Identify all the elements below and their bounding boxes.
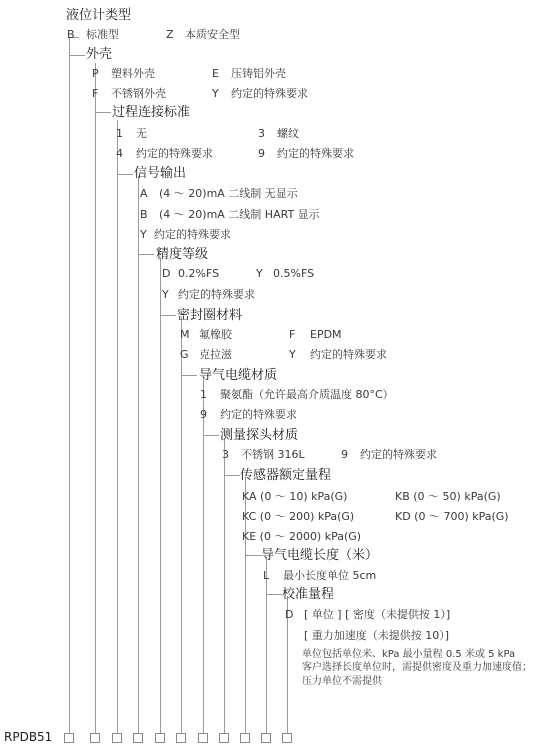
option-label: 约定的特殊要求 xyxy=(136,147,213,160)
option-label: 约定的特殊要求 xyxy=(310,348,387,361)
note-line: 客户选择长度单位时，需提供密度及重力加速度值； xyxy=(302,662,532,673)
option-code: F xyxy=(289,328,296,341)
code-box-cable-material xyxy=(198,733,208,743)
option-code: Y xyxy=(212,87,219,100)
option-label: 约定的特殊要求 xyxy=(277,147,354,160)
section-heading-sensor-range: 传感器额定量程 xyxy=(240,468,332,483)
code-box-type xyxy=(64,733,74,743)
tree-branch xyxy=(181,375,197,376)
section-heading-probe-material: 测量探头材质 xyxy=(220,428,299,443)
option-code: Y xyxy=(140,228,147,241)
section-heading-housing: 外壳 xyxy=(86,47,113,62)
option-code: 1 xyxy=(200,388,207,401)
range-option: KB (0 ～ 50) kPa(G) xyxy=(395,490,501,503)
option-code: D xyxy=(285,608,294,621)
range-option: KC (0 ～ 200) kPa(G) xyxy=(242,510,355,523)
option-code: L xyxy=(263,569,270,582)
range-option: KD (0 ～ 700) kPa(G) xyxy=(395,510,509,523)
section-heading-cable-length: 导气电缆长度（米） xyxy=(261,548,379,563)
code-box-process-connection xyxy=(112,733,122,743)
code-box-cable-length xyxy=(261,733,271,743)
option-code: P xyxy=(92,67,99,80)
tree-line xyxy=(203,378,204,733)
section-heading-type: 液位计类型 xyxy=(66,8,132,23)
note-line: 单位包括单位米、kPa 最小量程 0.5 米或 5 kPa xyxy=(302,649,516,660)
option-label: 0.2%FS xyxy=(178,267,220,280)
option-code: 9 xyxy=(341,448,348,461)
option-code: 3 xyxy=(222,448,229,461)
option-label: [ 单位 ] [ 密度（未提供按 1）] xyxy=(304,608,451,621)
section-heading-seal-material: 密封圈材料 xyxy=(177,308,243,323)
option-label: 约定的特殊要求 xyxy=(220,408,297,421)
option-label: (4 ～ 20)mA 二线制 无显示 xyxy=(159,187,298,200)
option-label: EPDM xyxy=(310,328,342,341)
option-code: Y xyxy=(256,267,263,280)
section-heading-signal-output: 信号输出 xyxy=(134,166,187,181)
section-heading-process-connection: 过程连接标准 xyxy=(112,105,191,120)
tree-line xyxy=(117,120,118,733)
option-code: E xyxy=(212,67,219,80)
code-box-seal-material xyxy=(176,733,186,743)
option-label: 克拉滋 xyxy=(199,348,232,361)
option-code: 3 xyxy=(258,127,265,140)
option-label: [ 重力加速度（未提供按 10）] xyxy=(304,629,450,642)
model-prefix: RPDB51 xyxy=(4,730,53,744)
option-code: Y xyxy=(289,348,296,361)
option-label: 聚氨酯（允许最高介质温度 80°C） xyxy=(220,388,394,401)
option-label: (4 ～ 20)mA 二线制 HART 显示 xyxy=(159,208,320,221)
tree-line xyxy=(266,557,267,733)
code-box-signal-output xyxy=(133,733,143,743)
section-heading-accuracy: 精度等级 xyxy=(156,247,209,262)
option-label: 无 xyxy=(136,127,147,140)
tree-line xyxy=(160,257,161,733)
option-label: 塑料外壳 xyxy=(111,67,155,80)
option-code: 9 xyxy=(200,408,207,421)
section-heading-cable-material: 导气电缆材质 xyxy=(199,368,278,383)
tree-branch xyxy=(138,254,154,255)
option-label: 氟橡胶 xyxy=(199,328,232,341)
option-code: F xyxy=(92,87,99,100)
option-code: Z xyxy=(166,28,174,41)
option-code: D xyxy=(162,267,171,280)
code-box-calibration-range xyxy=(282,733,292,743)
option-code: 1 xyxy=(116,127,123,140)
option-code: B xyxy=(67,28,75,41)
option-label: 螺纹 xyxy=(277,127,299,140)
tree-branch xyxy=(117,174,133,175)
tree-line xyxy=(69,37,70,733)
section-heading-calibration-range: 校准量程 xyxy=(282,587,335,602)
tree-line xyxy=(138,176,139,733)
code-box-sensor-range xyxy=(240,733,250,743)
option-label: 不锈钢外壳 xyxy=(111,87,166,100)
option-label: 压铸铝外壳 xyxy=(231,67,286,80)
option-code: B xyxy=(140,208,148,221)
range-option: KE (0 ～ 2000) kPa(G) xyxy=(242,530,362,543)
code-box-probe-material xyxy=(219,733,229,743)
tree-branch xyxy=(69,55,85,56)
note-line: 压力单位不需提供 xyxy=(302,676,382,687)
option-label: 本质安全型 xyxy=(185,28,240,41)
range-option: KA (0 ～ 10) kPa(G) xyxy=(242,490,348,503)
option-label: 约定的特殊要求 xyxy=(178,288,255,301)
option-code: G xyxy=(180,348,189,361)
option-label: 标准型 xyxy=(86,28,119,41)
tree-branch xyxy=(95,112,111,113)
option-code: A xyxy=(140,187,148,200)
option-code: 9 xyxy=(258,147,265,160)
option-label: 约定的特殊要求 xyxy=(231,87,308,100)
tree-branch xyxy=(245,555,261,556)
option-code: Y xyxy=(162,288,169,301)
tree-line xyxy=(224,438,225,733)
option-label: 不锈钢 316L xyxy=(241,448,305,461)
tree-line xyxy=(95,63,96,733)
option-label: 约定的特殊要求 xyxy=(360,448,437,461)
option-code: M xyxy=(180,328,190,341)
tree-branch xyxy=(224,475,240,476)
option-label: 最小长度单位 5cm xyxy=(283,569,377,582)
code-box-housing xyxy=(90,733,100,743)
tree-branch xyxy=(160,315,176,316)
tree-line xyxy=(181,317,182,733)
option-code: 4 xyxy=(116,147,123,160)
tree-branch xyxy=(203,435,219,436)
option-label: 0.5%FS xyxy=(273,267,315,280)
code-box-accuracy xyxy=(155,733,165,743)
option-label: 约定的特殊要求 xyxy=(154,228,231,241)
tree-branch xyxy=(266,594,282,595)
